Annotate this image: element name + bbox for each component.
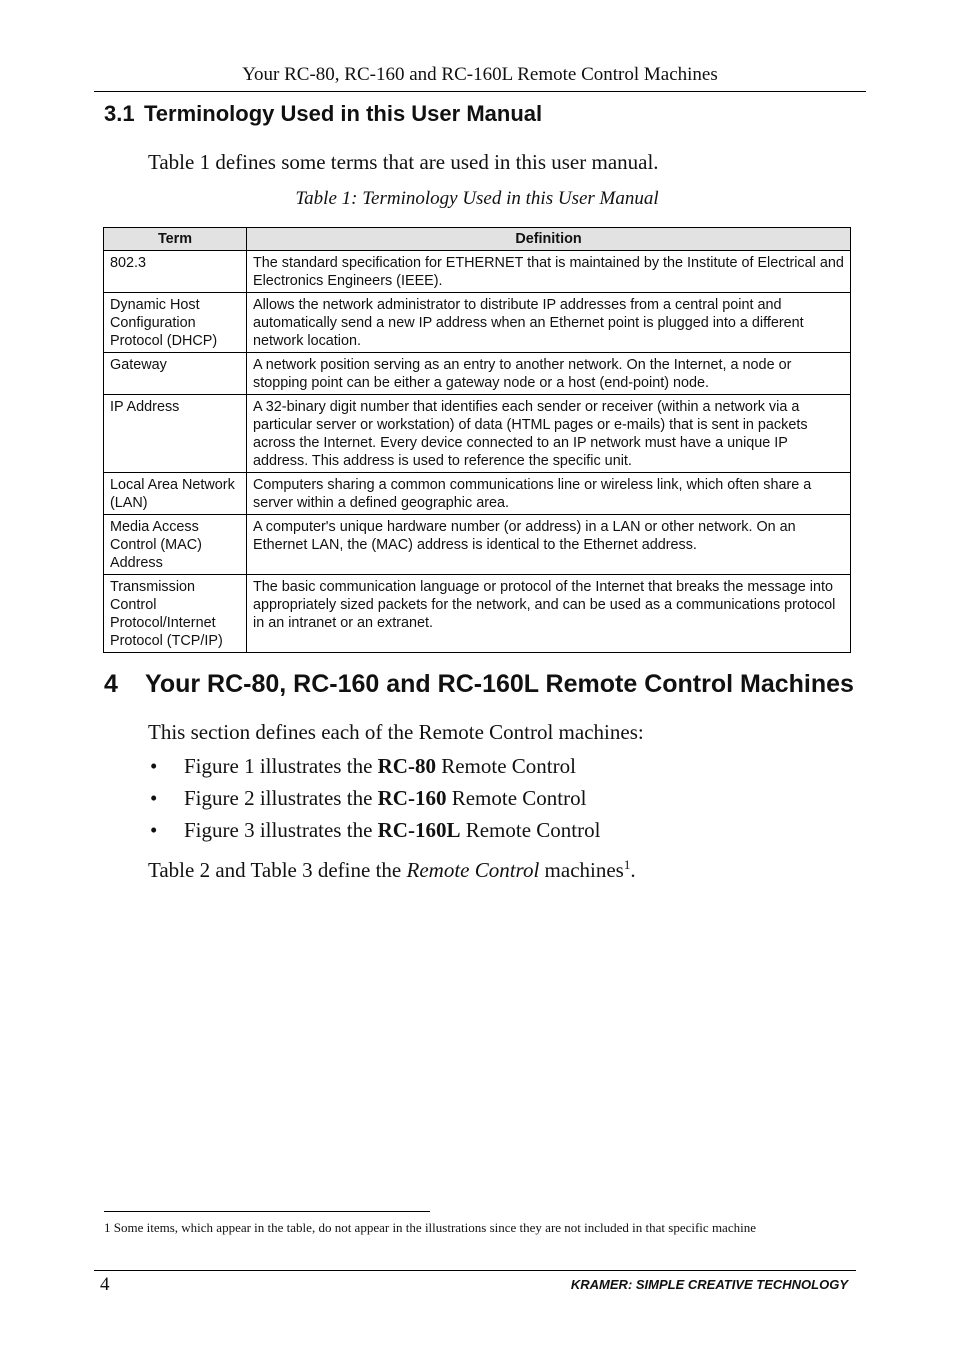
- term-cell: IP Address: [104, 395, 247, 473]
- term-cell: Media Access Control (MAC) Address: [104, 515, 247, 575]
- definition-cell: Allows the network administrator to distribute IP addresses from a central point and automatically send a new IP address when an Ethernet point is plugged into a different network location.: [247, 293, 851, 353]
- bullet-icon: •: [150, 786, 158, 810]
- item-suffix: Remote Control: [435, 754, 576, 778]
- list-item: [148, 782, 600, 814]
- item-prefix: Figure 1 illustrates the: [184, 754, 378, 778]
- column-header-term: Term: [104, 228, 247, 251]
- definition-cell: A network position serving as an entry to another network. On the Internet, a node or stopping point can be either a gateway node or a host (end-point) node.: [247, 353, 851, 395]
- footer-divider: [94, 1270, 856, 1271]
- item-suffix: Remote Control: [446, 786, 587, 810]
- closing-suffix: machines: [539, 858, 624, 882]
- terminology-table: [103, 227, 851, 653]
- item-prefix: Figure 3 illustrates the: [184, 818, 378, 842]
- closing-end: .: [630, 858, 636, 882]
- header-divider: [94, 91, 866, 92]
- table-row: [104, 473, 851, 515]
- bullet-icon: •: [150, 818, 158, 842]
- table-row: [104, 293, 851, 353]
- list-item: [148, 750, 600, 782]
- definition-cell: Computers sharing a common communications line or wireless link, which often share a server within a defined geographic area.: [247, 473, 851, 515]
- term-cell: Transmission Control Protocol/Internet Protocol (TCP/IP): [104, 575, 247, 653]
- bullet-icon: •: [150, 754, 158, 778]
- footnote-divider: [104, 1211, 430, 1212]
- closing-prefix: Table 2 and Table 3 define the: [148, 858, 407, 882]
- section-3-1-heading: [104, 101, 542, 127]
- page-number: 4: [100, 1274, 110, 1295]
- figure-list: [148, 750, 600, 846]
- table-row: [104, 353, 851, 395]
- item-prefix: Figure 2 illustrates the: [184, 786, 378, 810]
- definition-cell: The basic communication language or protocol of the Internet that breaks the message into appropriately sized packets for the network, and can be used as a communications protocol in an intranet or an extranet.: [247, 575, 851, 653]
- section-number: 4: [104, 670, 118, 698]
- section-4-closing: [148, 857, 636, 883]
- term-cell: Dynamic Host Configuration Protocol (DHCP): [104, 293, 247, 353]
- model-name: RC-160: [377, 786, 447, 810]
- section-3-1-intro: Table 1 defines some terms that are used in this user manual.: [148, 150, 659, 174]
- term-cell: Local Area Network (LAN): [104, 473, 247, 515]
- section-title: Terminology Used in this User Manual: [144, 101, 543, 126]
- definition-cell: A computer's unique hardware number (or address) in a LAN or other network. On an Ethernet LAN, the (MAC) address is identical to the Ethernet address.: [247, 515, 851, 575]
- item-suffix: Remote Control: [460, 818, 601, 842]
- term-cell: 802.3: [104, 251, 247, 293]
- section-4-intro: This section defines each of the Remote Control machines:: [148, 720, 644, 744]
- table-row: [104, 575, 851, 653]
- closing-emphasis: Remote Control: [406, 858, 540, 882]
- section-number: 3.1: [104, 101, 135, 126]
- model-name: RC-80: [377, 754, 436, 778]
- list-item: [148, 814, 600, 846]
- footnote: 1 Some items, which appear in the table, do not appear in the illustrations since they are not included in that specific machine: [104, 1220, 756, 1235]
- table-row: [104, 515, 851, 575]
- running-header: Your RC-80, RC-160 and RC-160L Remote Control Machines: [242, 64, 718, 85]
- table-caption: Table 1: Terminology Used in this User Manual: [295, 188, 659, 209]
- definition-cell: The standard specification for ETHERNET that is maintained by the Institute of Electrical and Electronics Engineers (IEEE).: [247, 251, 851, 293]
- footnote-reference[interactable]: 1: [623, 857, 631, 872]
- definition-cell: A 32-binary digit number that identifies each sender or receiver (within a network via a particular server or workstation) of data (HTML pages or e-mails) that is sent in packets across the Internet. Every device connected to an IP network must have a unique IP address. This address is used to reference the specific unit.: [247, 395, 851, 473]
- section-4-heading: [104, 670, 854, 699]
- table-row: [104, 251, 851, 293]
- footer-brand: KRAMER: SIMPLE CREATIVE TECHNOLOGY: [570, 1277, 848, 1292]
- column-header-definition: Definition: [247, 228, 851, 251]
- table-row: [104, 395, 851, 473]
- section-title: Your RC-80, RC-160 and RC-160L Remote Control Machines: [145, 670, 854, 698]
- model-name: RC-160L: [377, 818, 461, 842]
- table-header-row: [104, 228, 851, 251]
- term-cell: Gateway: [104, 353, 247, 395]
